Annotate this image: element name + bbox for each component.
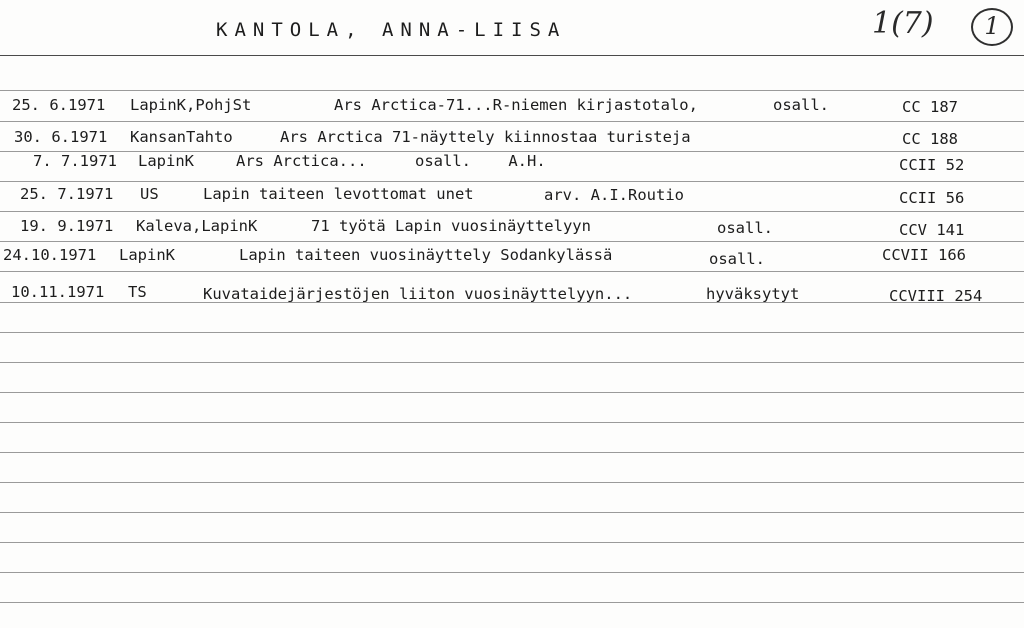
ruled-line [0,90,1024,91]
entry-note: osall. A.H. [415,152,546,170]
entry-ref: CCII 56 [899,189,965,207]
ruled-line [0,271,1024,272]
handwritten-card-number: 1 [984,12,1000,40]
ruled-line [0,211,1024,212]
entry-ref: CCII 52 [899,156,965,174]
ruled-line [0,422,1024,423]
entry-date: 19. 9.1971 [20,217,114,235]
ruled-line [0,482,1024,483]
entry-source: KansanTahto [130,128,233,146]
entry-title: Lapin taiteen vuosinäyttely Sodankylässä [239,246,613,264]
entry-note: osall. [717,219,773,237]
card-header-name: KANTOLA, ANNA-LIISA [216,19,567,41]
entry-date: 30. 6.1971 [14,128,108,146]
ruled-line [0,332,1024,333]
ruled-line [0,241,1024,242]
entry-source: LapinK,PohjSt [130,96,252,114]
entry-note: osall. [773,96,829,114]
entry-ref: CC 187 [902,98,958,116]
entry-source: US [140,185,159,203]
ruled-line [0,181,1024,182]
handwritten-page-count: 1(7) [872,6,934,41]
ruled-line [0,452,1024,453]
entry-title: 71 työtä Lapin vuosinäyttelyyn [311,217,591,235]
handwritten-card-number-circle [971,8,1013,46]
ruled-line [0,362,1024,363]
entry-note: hyväksytyt [706,285,800,303]
entry-source: TS [128,283,147,301]
header-rule [0,55,1024,56]
entry-source: Kaleva,LapinK [136,217,258,235]
ruled-line [0,542,1024,543]
entry-source: LapinK [138,152,194,170]
entry-title: Ars Arctica 71-näyttely kiinnostaa turisteja [280,128,691,146]
entry-date: 24.10.1971 [3,246,97,264]
entry-title: Ars Arctica-71...R-niemen kirjastotalo, [334,96,698,114]
entry-ref: CCVIII 254 [889,287,983,305]
entry-date: 10.11.1971 [11,283,105,301]
entry-ref: CCVII 166 [882,246,966,264]
entry-date: 7. 7.1971 [33,152,117,170]
entry-ref: CCV 141 [899,221,965,239]
ruled-line [0,121,1024,122]
ruled-line [0,392,1024,393]
entry-title: Ars Arctica... [236,152,367,170]
entry-title: Lapin taiteen levottomat unet [203,185,474,203]
entry-source: LapinK [119,246,175,264]
entry-date: 25. 7.1971 [20,185,114,203]
entry-ref: CC 188 [902,130,958,148]
entry-date: 25. 6.1971 [12,96,106,114]
ruled-line [0,602,1024,603]
entry-note: osall. [709,250,765,268]
ruled-line [0,572,1024,573]
entry-note: arv. A.I.Routio [544,186,684,204]
entry-title: Kuvataidejärjestöjen liiton vuosinäyttelyyn... [203,285,633,303]
ruled-line [0,512,1024,513]
